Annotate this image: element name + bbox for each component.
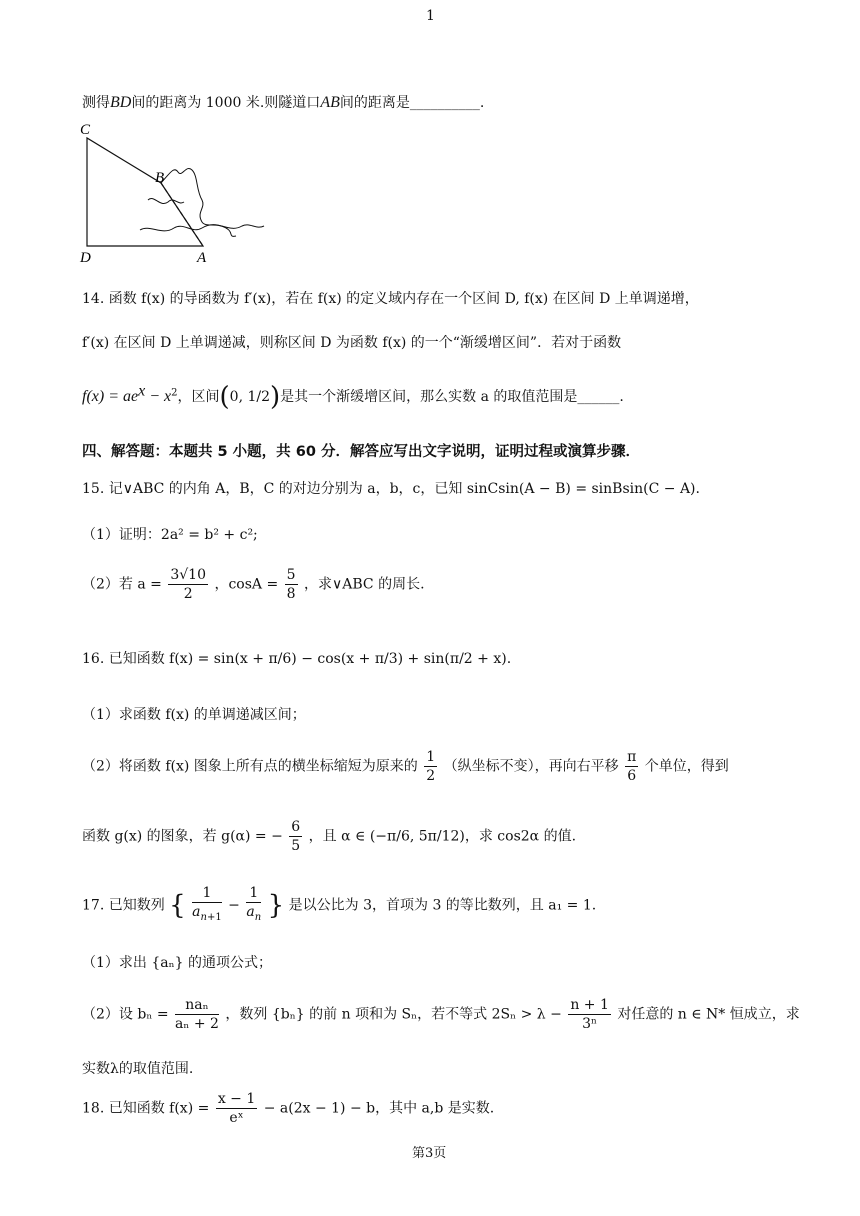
q15-stem: 15. 记∨ABC 的内角 A，B，C 的对边分别为 a，b，c，已知 sinCsin(A − B) = sinBsin(C − A). bbox=[82, 481, 700, 497]
q13-text-c: 间的距离是__________. bbox=[339, 95, 485, 111]
mountain-contour-2 bbox=[140, 225, 264, 231]
tunnel-figure bbox=[78, 118, 268, 268]
q16-stem: 16. 已知函数 f(x) = sin(x + π/6) − cos(x + π/3) + sin(π/2 + x). bbox=[82, 651, 512, 667]
q17-p2a: （2）设 bₙ = bbox=[82, 1006, 169, 1023]
q16-half-fraction: $\frac{1}{2}$ bbox=[426, 749, 436, 784]
q16-p2a: （2）将函数 f(x) 图象上所有点的横坐标缩短为原来的 bbox=[82, 758, 418, 775]
q18-stem-a: 18. 已知函数 f(x) = bbox=[82, 1100, 210, 1117]
q17-stem-a: 17. 已知数列 bbox=[82, 897, 165, 914]
mountain-outline bbox=[161, 168, 236, 236]
q16-p2b: （纵坐标不变），再向右平移 bbox=[443, 758, 619, 775]
q17-p2c: 对任意的 n ∈ N* 恒成立，求 bbox=[617, 1006, 800, 1023]
q13-ab: AB bbox=[320, 94, 340, 111]
q13-text-a: 测得 bbox=[82, 95, 110, 111]
q16-part2 bbox=[82, 748, 729, 785]
q17-part2-cont: 实数λ的取值范围. bbox=[82, 1061, 194, 1077]
page-footer: 第3页 bbox=[412, 1146, 447, 1161]
q15-a-fraction: $\frac{3√10}{2}$ bbox=[170, 567, 206, 602]
q14-line1: 14. 函数 f(x) 的导函数为 f′(x)，若在 f(x) 的定义域内存在一个区间 D, f(x) 在区间 D 上单调递增， bbox=[82, 291, 699, 307]
q17-part2 bbox=[82, 996, 800, 1033]
q15-part2 bbox=[82, 566, 425, 603]
q14-interval-label: ，区间 bbox=[177, 389, 220, 405]
q14-interval: 0, 1/2 bbox=[229, 389, 270, 405]
q18-fraction: $\frac{x - 1}{\text{eˣ}}$ bbox=[217, 1091, 256, 1126]
q16-p2d: 函数 g(x) 的图象，若 g(α) = − bbox=[82, 828, 283, 845]
q14-fx: f(x) = ae bbox=[82, 388, 139, 405]
label-b: B bbox=[155, 170, 165, 186]
q18-stem-b: − a(2x − 1) − b，其中 a,b 是实数. bbox=[263, 1100, 495, 1117]
q17-bn-fraction: $\frac{\text{naₙ}}{\text{aₙ + 2}}$ bbox=[175, 997, 219, 1032]
q13-text bbox=[82, 92, 484, 112]
q17-p2b: ，数列 {bₙ} 的前 n 项和为 Sₙ，若不等式 2Sₙ > λ − bbox=[225, 1006, 562, 1023]
triangle-cbd bbox=[87, 138, 203, 246]
q16-p2e: ，且 α ∈ (−π/6, 5π/12)，求 cos2α 的值. bbox=[308, 828, 577, 845]
label-d: D bbox=[80, 250, 91, 266]
label-a: A bbox=[197, 250, 207, 266]
q14-line3: $f(x) = ae^x - x^2$，区间(0, 1/2)是其一个渐缓增区间，那么实数 a 的取值范围是______. bbox=[82, 382, 624, 412]
q18-stem bbox=[82, 1090, 494, 1127]
q15-part1: （1）证明：2a² = b² + c²; bbox=[82, 527, 258, 543]
q13-text-b: 间的距离为 1000 米.则隧道口 bbox=[131, 95, 321, 111]
q15-cos-fraction: $\frac{5}{8}$ bbox=[286, 567, 296, 602]
mountain-contour-1 bbox=[148, 198, 184, 203]
q15-p2b: ，cosA = bbox=[214, 576, 279, 593]
q16-part2-cont bbox=[82, 818, 576, 855]
q17-stem-b: 是以公比为 3，首项为 3 的等比数列，且 a₁ = 1. bbox=[288, 897, 597, 914]
q15-p2c: ，求∨ABC 的周长. bbox=[304, 576, 425, 593]
q17-part1: （1）求出 {aₙ} 的通项公式； bbox=[82, 955, 273, 971]
q16-p2c: 个单位，得到 bbox=[644, 758, 729, 775]
q17-ineq-fraction: $\frac{n + 1}{\text{3ⁿ}}$ bbox=[570, 997, 609, 1032]
q13-bd: BD bbox=[110, 94, 132, 111]
q16-part1: （1）求函数 f(x) 的单调递减区间； bbox=[82, 707, 306, 723]
q14-line2: f′(x) 在区间 D 上单调递减，则称区间 D 为函数 f(x) 的一个“渐缓增区间”．若对于函数 bbox=[82, 335, 622, 351]
q14-line3-tail: 是其一个渐缓增区间，那么实数 a 的取值范围是______. bbox=[280, 389, 624, 405]
q16-shift-fraction: $\frac{\pi}{6}$ bbox=[627, 749, 637, 784]
q17-stem: 17. 已知数列 { $\frac{1}{a_{n+1}}$ − $\frac{1}{a_n}$ } 是以公比为 3，首项为 3 的等比数列，且 a₁ = 1. bbox=[82, 885, 597, 923]
q14-minus-x: − x bbox=[145, 388, 172, 405]
label-c: C bbox=[80, 122, 91, 138]
q15-p2a: （2）若 a = bbox=[82, 576, 162, 593]
q16-value-fraction: $\frac{6}{5}$ bbox=[291, 819, 301, 854]
section-four-title: 四、解答题：本题共 5 小题，共 60 分．解答应写出文字说明，证明过程或演算步骤． bbox=[82, 444, 640, 460]
page-number: 1 bbox=[426, 8, 435, 24]
